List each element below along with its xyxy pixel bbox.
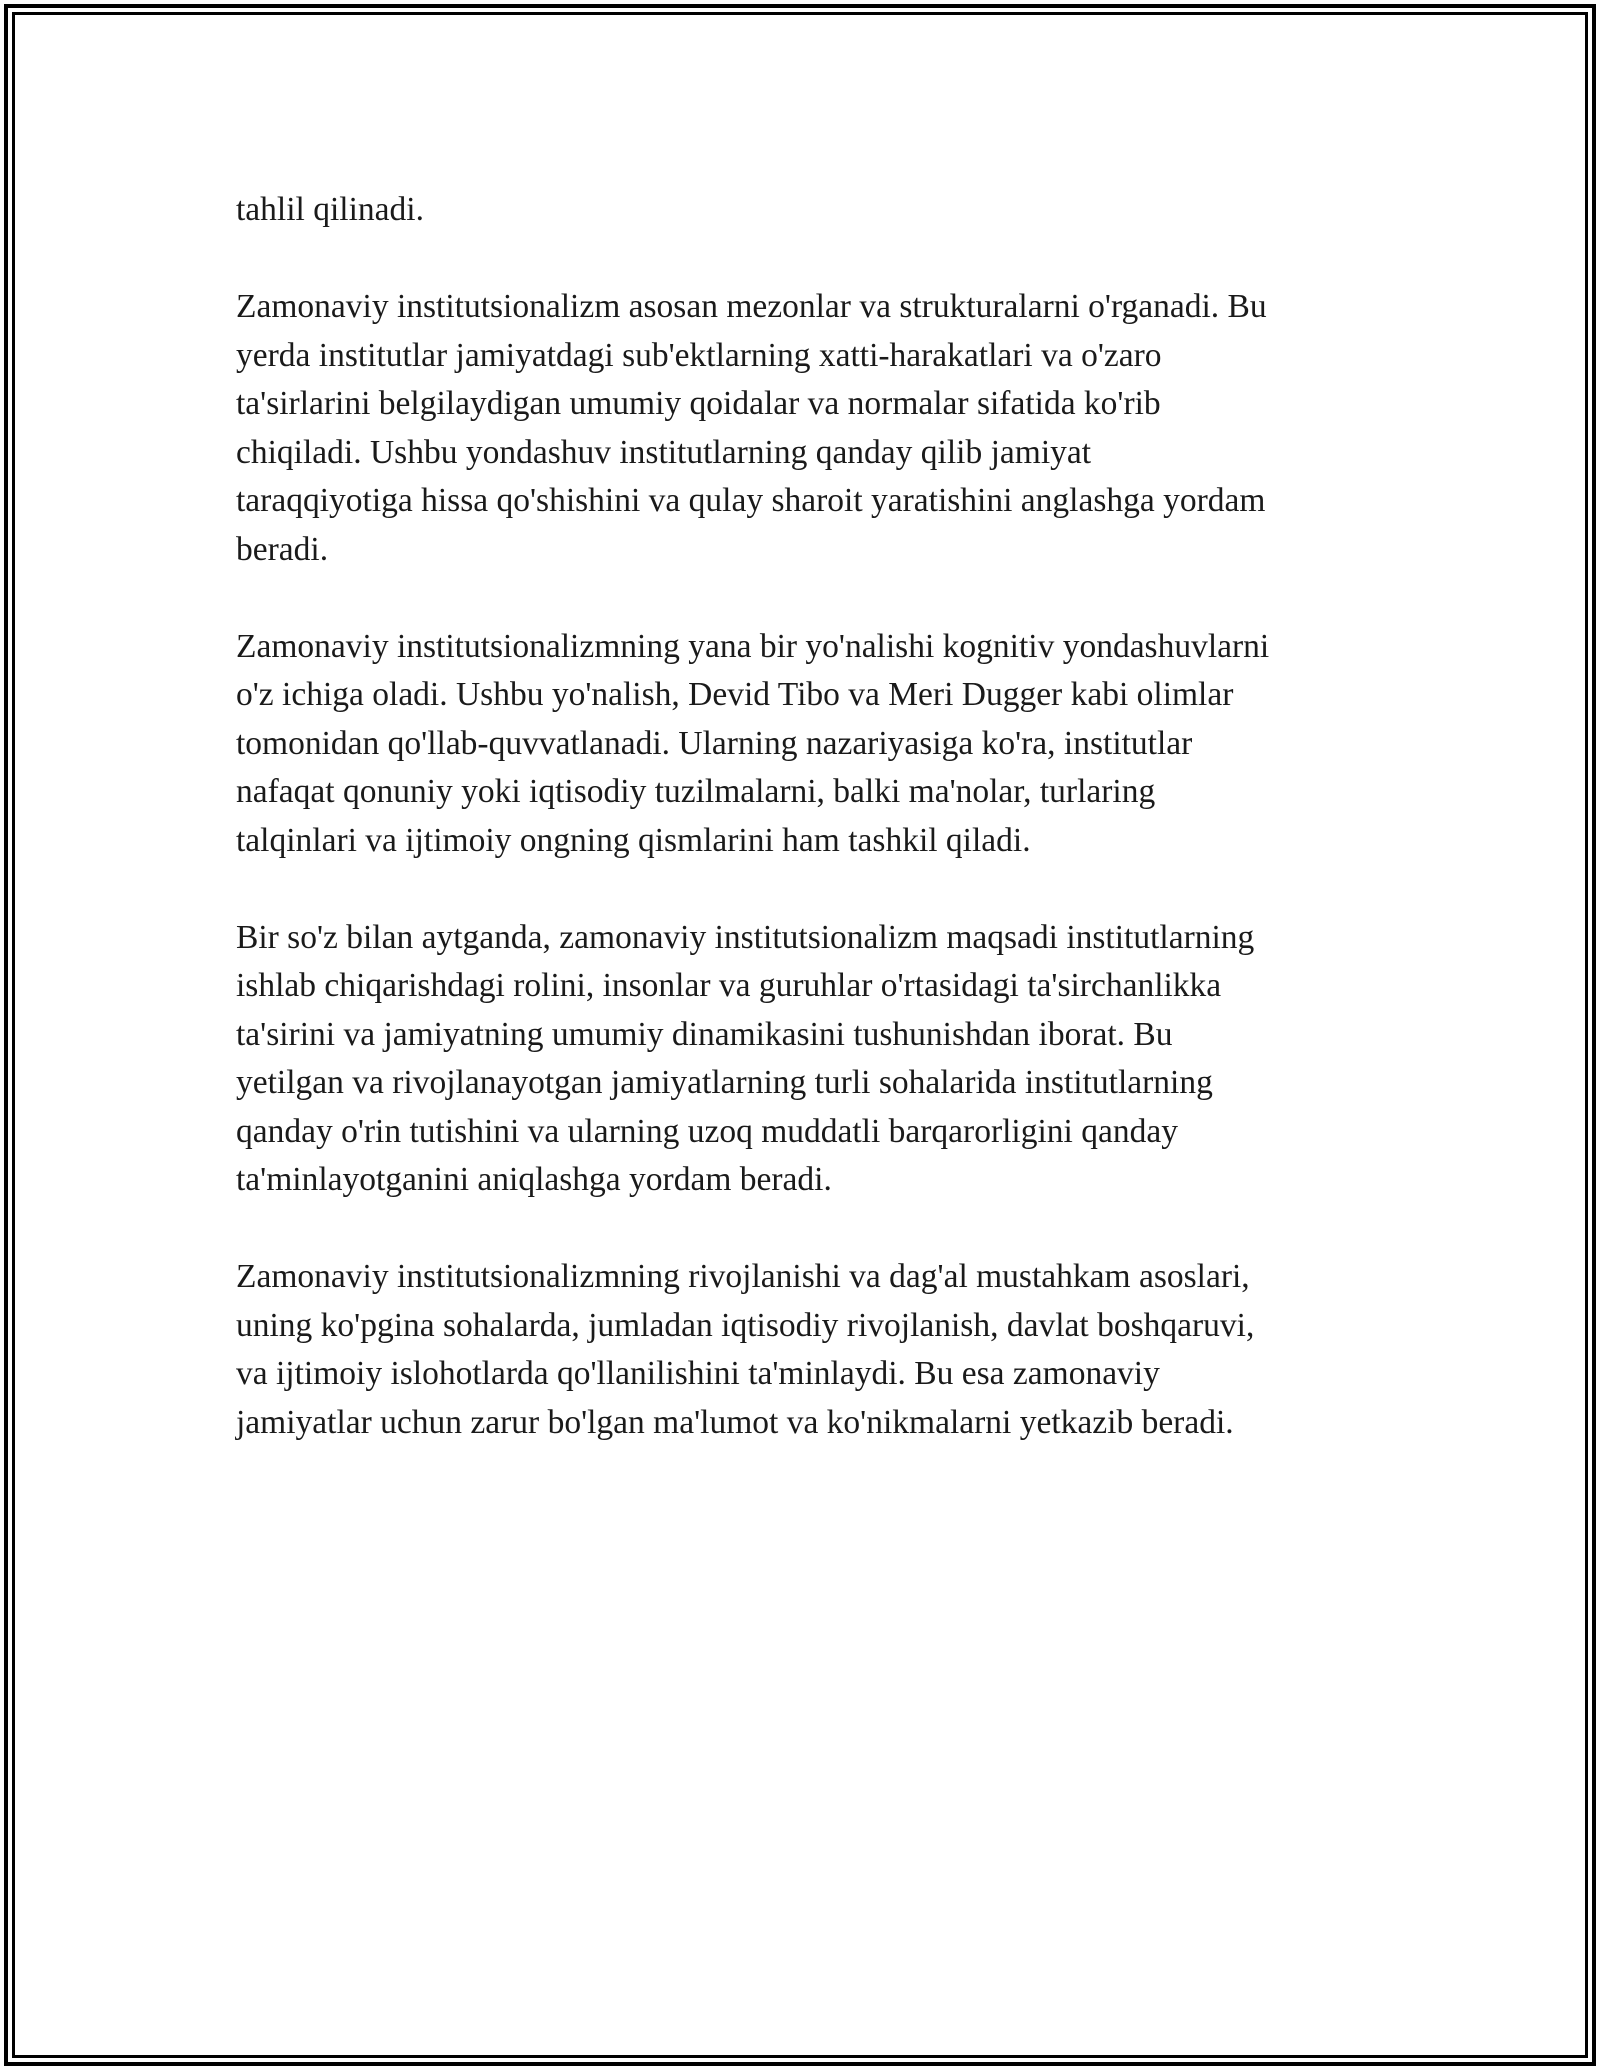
document-body	[236, 186, 1376, 1496]
paragraph-summary: Bir so'z bilan aytganda, zamonaviy institutsionalizm maqsadi institutlarning ishlab chiqarishdagi rolini, insonlar va guruhlar o'rtasidagi ta'sirchanlikka ta'sirini va jamiyatning umumiy dinamikasini tushunishdan iborat. Bu yetilgan va rivojlanayotgan jamiyatlarning turli sohalarida institutlarning qanday o'rin tutishini va ularning uzoq muddatli barqarorligini qanday ta'minlayotganini aniqlashga yordam beradi.	[236, 918, 1255, 1198]
paragraph-cognitive-approach: Zamonaviy institutsionalizmning yana bir yo'nalishi kognitiv yondashuvlarni o'z ichiga oladi. Ushbu yo'nalish, Devid Tibo va Meri Dugger kabi olimlar tomonidan qo'llab-quvvatlanadi. Ularning nazariyasiga ko'ra, institutlar nafaqat qonuniy yoki iqtisodiy tuzilmalarni, balki ma'nolar, turlaring talqinlari va ijtimoiy ongning qismlarini ham tashkil qiladi.	[236, 627, 1270, 859]
paragraph-conclusion: Zamonaviy institutsionalizmning rivojlanishi va dag'al mustahkam asoslari, uning ko'pgina sohalarda, jumladan iqtisodiy rivojlanish, davlat boshqaruvi, va ijtimoiy islohotlarda qo'llanilishini ta'minlaydi. Bu esa zamonaviy jamiyatlar uchun zarur bo'lgan ma'lumot va ko'nikmalarni yetkazib beradi.	[236, 1258, 1255, 1441]
paragraph-modern-institutionalism: Zamonaviy institutsionalizm asosan mezonlar va strukturalarni o'rganadi. Bu yerda institutlar jamiyatdagi sub'ektlarning xatti-harakatlari va o'zaro ta'sirlarini belgilaydigan umumiy qoidalar va normalar sifatida ko'rib chiqiladi. Ushbu yondashuv institutlarning qanday qilib jamiyat taraqqiyotiga hissa qo'shishini va qulay sharoit yaratishini anglashga yordam beradi.	[236, 288, 1267, 568]
paragraph-continuation: tahlil qilinadi.	[236, 191, 424, 228]
